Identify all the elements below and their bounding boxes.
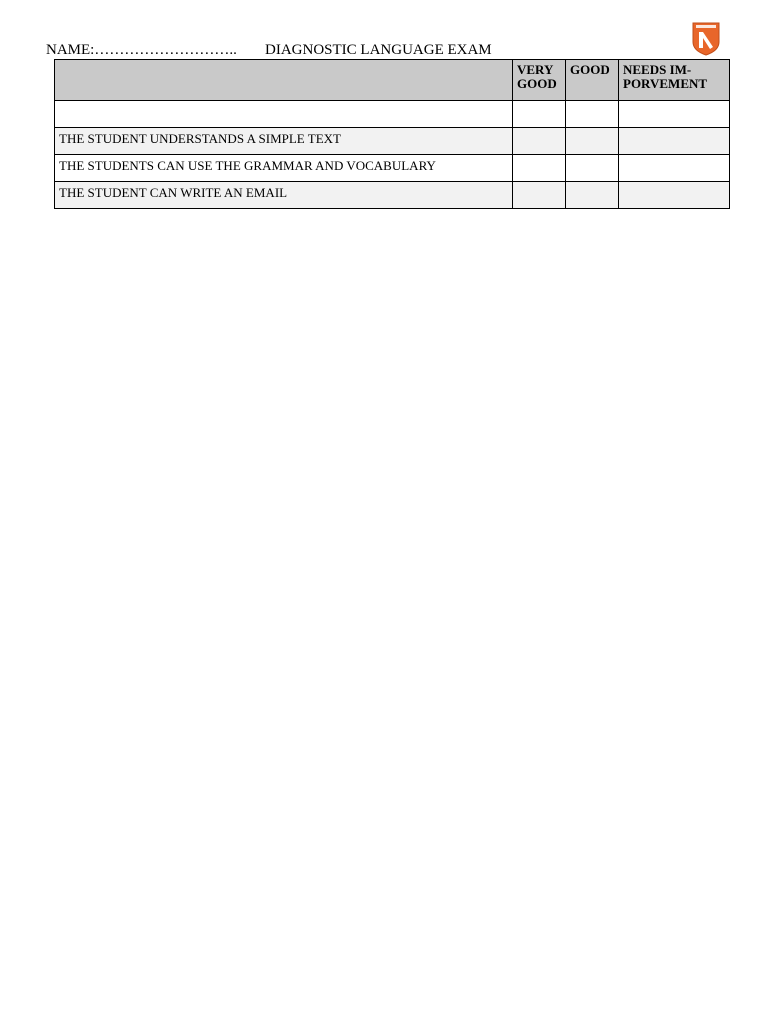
very-good-cell[interactable] — [513, 155, 566, 182]
good-cell[interactable] — [566, 155, 619, 182]
exam-title: DIAGNOSTIC LANGUAGE EXAM — [265, 42, 492, 58]
row-label-cell: THE STUDENT CAN WRITE AN EMAIL — [55, 182, 513, 209]
table-row — [55, 155, 730, 182]
header-needs-line2: PORVEMENT — [623, 76, 708, 91]
table-header-row — [55, 60, 730, 101]
table-row — [55, 128, 730, 155]
header-line — [46, 41, 492, 59]
header-cell-very-good — [513, 60, 566, 101]
header-cell-needs-improvement — [619, 60, 730, 101]
header-good-line1: GOOD — [570, 62, 610, 77]
school-shield-logo-icon — [692, 22, 720, 56]
name-field-label: NAME:……………………….. — [46, 42, 237, 58]
very-good-cell[interactable] — [513, 101, 566, 128]
row-label-cell: THE STUDENT UNDERSTANDS A SIMPLE TEXT — [55, 128, 513, 155]
header-needs-line1: NEEDS IM- — [623, 62, 692, 77]
header-very-good-line1: VERY — [517, 62, 554, 77]
shield-svg — [692, 22, 720, 56]
row-label-cell — [55, 101, 513, 128]
header-cell-skill — [55, 60, 513, 101]
needs-improvement-cell[interactable] — [619, 155, 730, 182]
needs-improvement-cell[interactable] — [619, 128, 730, 155]
row-label-cell: THE STUDENTS CAN USE THE GRAMMAR AND VOCABULARY — [55, 155, 513, 182]
header-cell-good — [566, 60, 619, 101]
assessment-table — [54, 59, 730, 209]
needs-improvement-cell[interactable] — [619, 182, 730, 209]
very-good-cell[interactable] — [513, 128, 566, 155]
header-very-good-line2: GOOD — [517, 76, 557, 91]
table-row — [55, 101, 730, 128]
needs-improvement-cell[interactable] — [619, 101, 730, 128]
good-cell[interactable] — [566, 101, 619, 128]
table-row — [55, 182, 730, 209]
good-cell[interactable] — [566, 182, 619, 209]
very-good-cell[interactable] — [513, 182, 566, 209]
good-cell[interactable] — [566, 128, 619, 155]
